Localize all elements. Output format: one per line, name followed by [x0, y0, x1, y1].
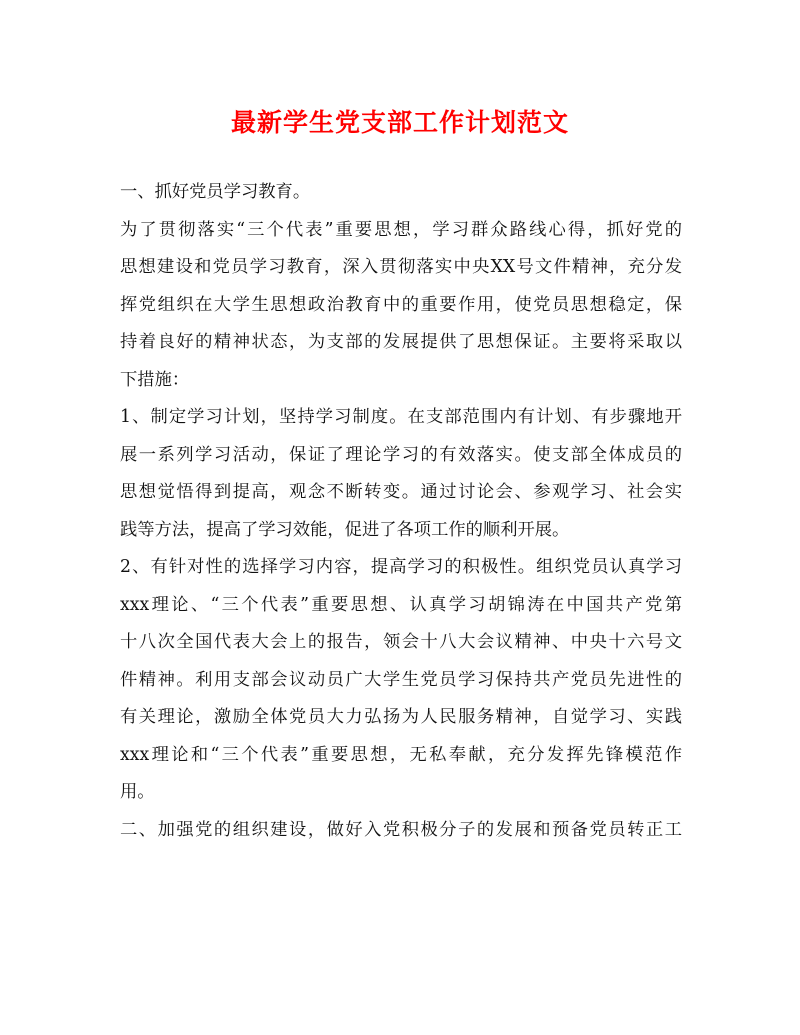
paragraph-line: 用。 [120, 782, 155, 802]
heading-section-1: 一、抓好党员学习教育。 [120, 182, 311, 202]
paragraph-line: 2、有针对性的选择学习内容，提高学习的积极性。组织党员认真学习 [120, 557, 682, 577]
paragraph-line: 展一系列学习活动，保证了理论学习的有效落实。使支部全体成员的 [120, 444, 682, 465]
paragraph-line: 十八次全国代表大会上的报告，领会十八大会议精神、中央十六号文 [120, 632, 682, 652]
paragraph-line: 1、制定学习计划，坚持学习制度。在支部范围内有计划、有步骤地开 [120, 407, 682, 427]
paragraph-line: 持着良好的精神状态，为支部的发展提供了思想保证。主要将采取以 [120, 332, 682, 352]
paragraph-line: 挥党组织在大学生思想政治教育中的重要作用，使党员思想稳定，保 [120, 294, 682, 315]
document-body [120, 174, 682, 849]
document-title: 最新学生党支部工作计划范文 [230, 108, 569, 137]
paragraph-line: 下措施： [120, 369, 190, 390]
paragraph-line: xxx理论、“三个代表”重要思想、认真学习胡锦涛在中国共产党第 [120, 594, 682, 615]
paragraph-line: xxx理论和“三个代表”重要思想，无私奉献，充分发挥先锋模范作 [120, 744, 682, 765]
paragraph-line: 件精神。利用支部会议动员广大学生党员学习保持共产党员先进性的 [120, 669, 682, 690]
paragraph-line: 践等方法，提高了学习效能，促进了各项工作的顺利开展。 [120, 519, 570, 540]
heading-section-2: 二、加强党的组织建设，做好入党积极分子的发展和预备党员转正工 [120, 819, 682, 840]
paragraph-line: 思想建设和党员学习教育，深入贯彻落实中央XX号文件精神，充分发 [120, 257, 682, 277]
paragraph-line: 为了贯彻落实“三个代表”重要思想，学习群众路线心得，抓好党的 [120, 219, 682, 240]
paragraph-line: 有关理论，激励全体党员大力弘扬为人民服务精神，自觉学习、实践 [120, 707, 682, 727]
paragraph-line: 思想觉悟得到提高，观念不断转变。通过讨论会、参观学习、社会实 [120, 482, 682, 502]
